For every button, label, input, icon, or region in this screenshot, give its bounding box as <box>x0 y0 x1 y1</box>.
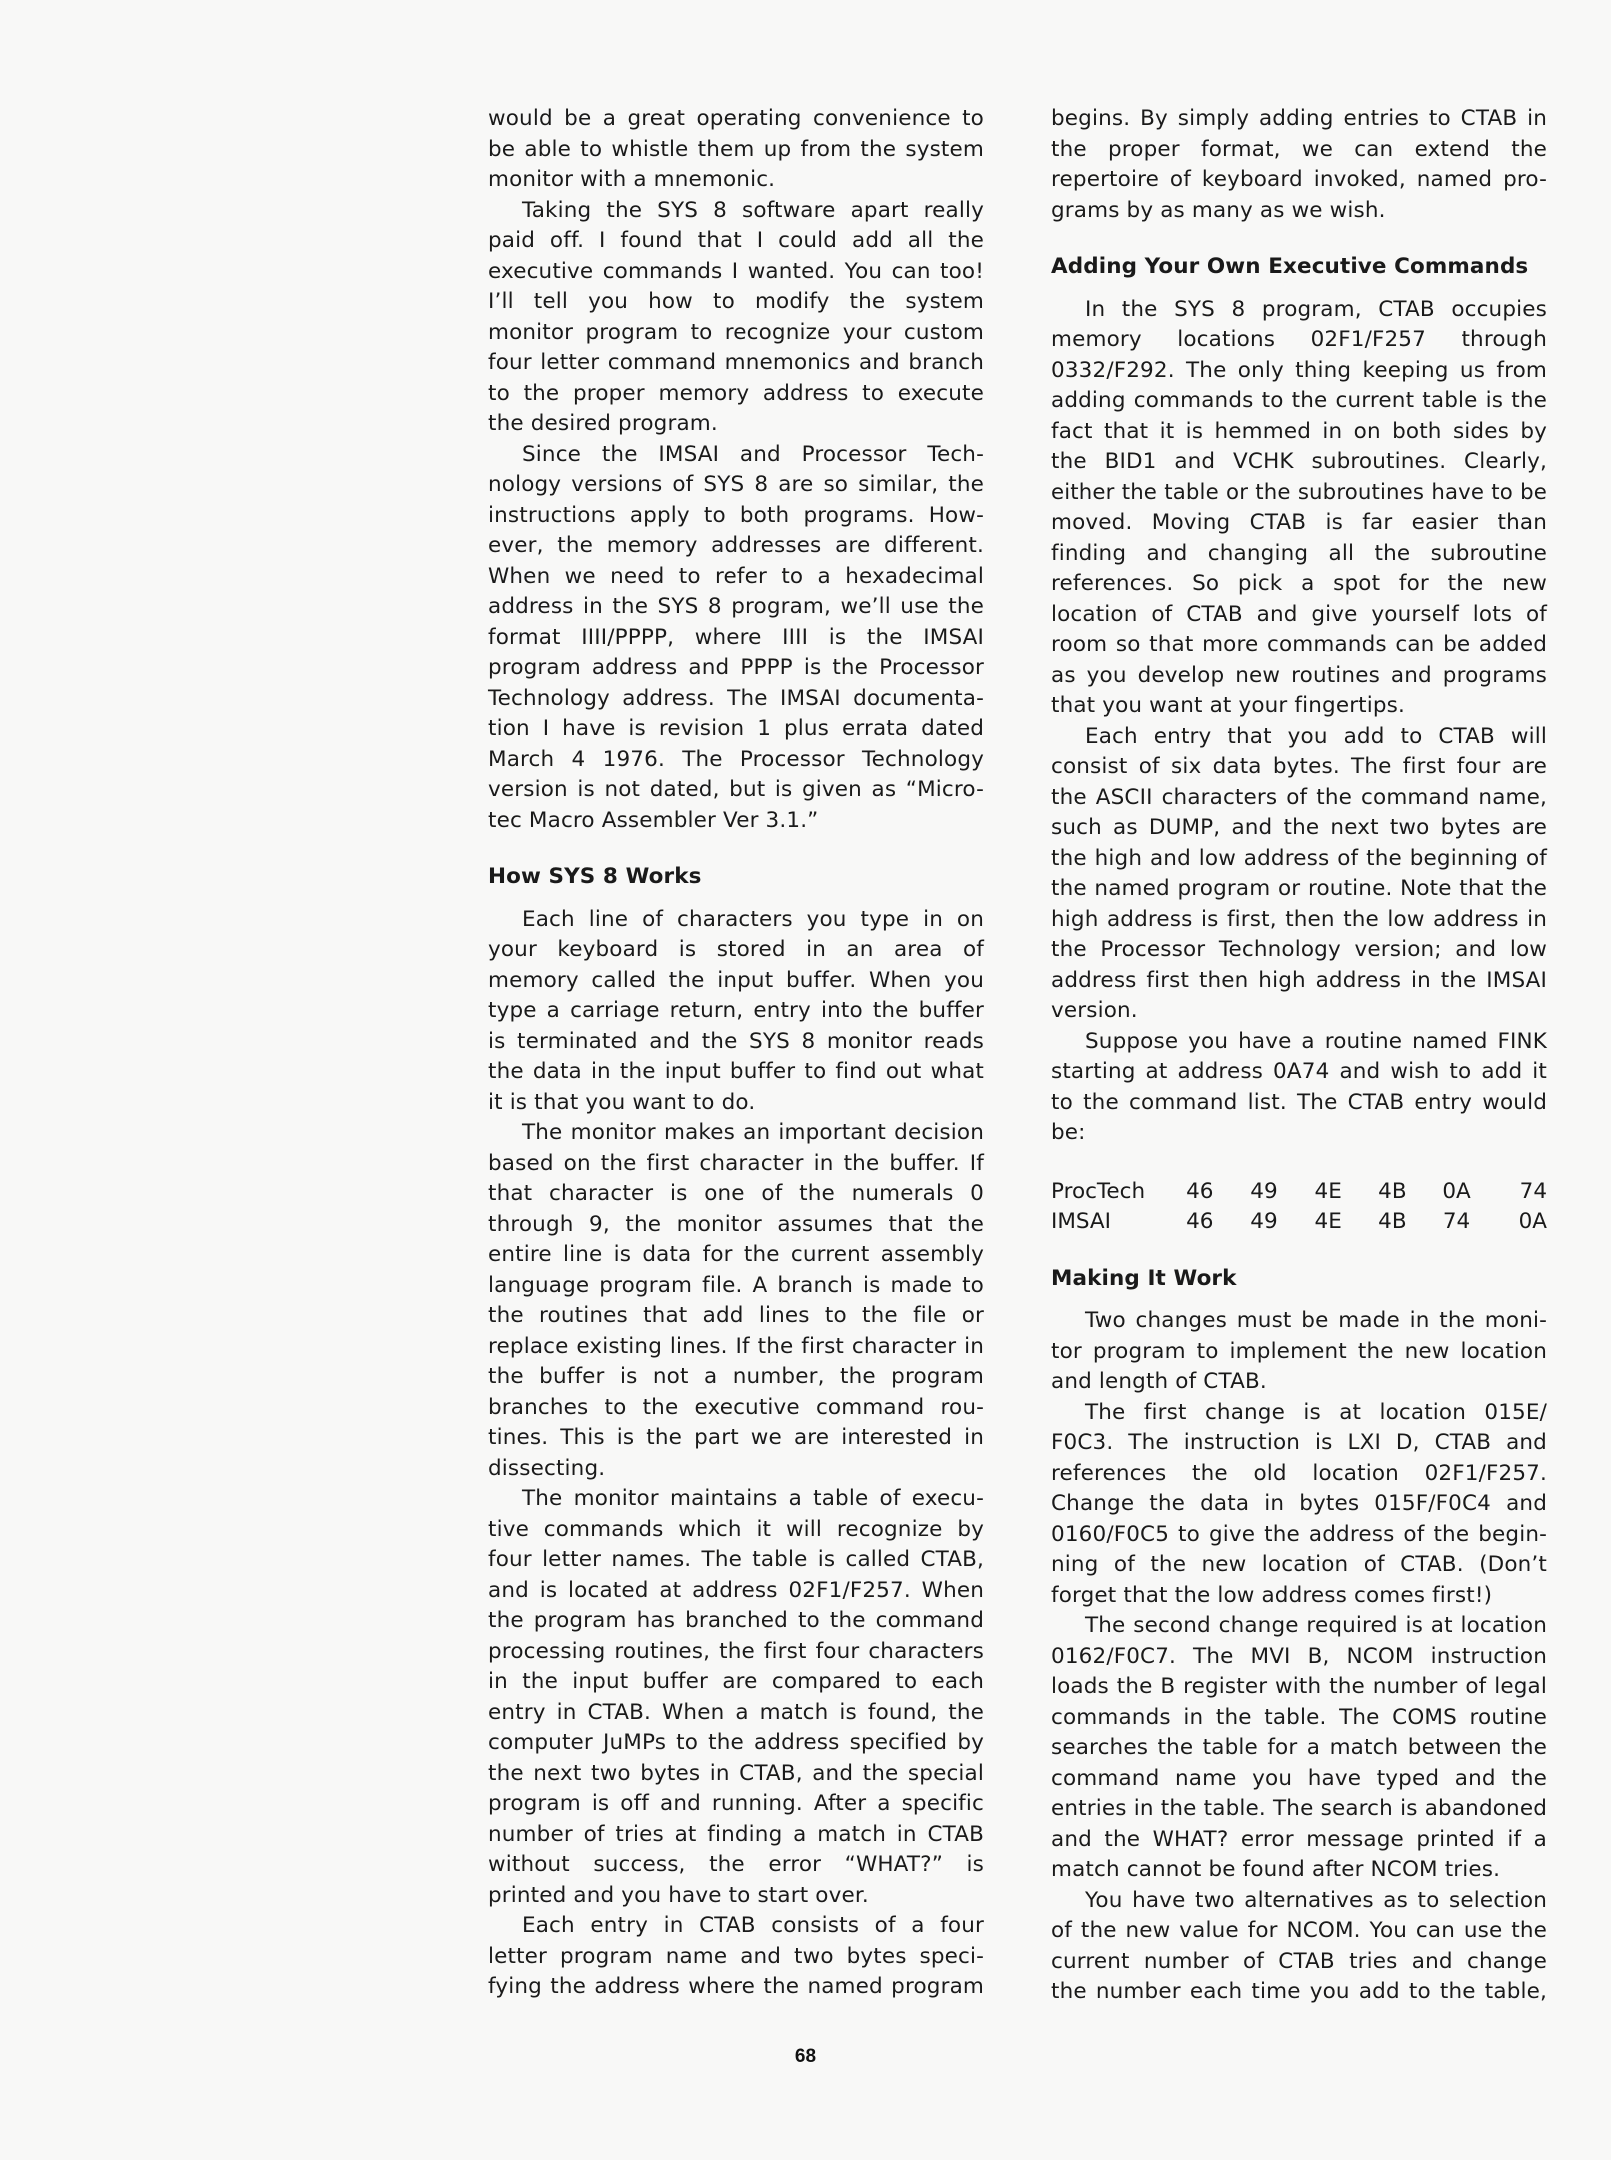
text-line: executive commands I wanted. You can too! <box>488 258 984 284</box>
text-line: monitor with a mnemonic. <box>488 167 776 192</box>
paragraph <box>488 1911 984 2003</box>
text-line: is terminated and the SYS 8 monitor reads <box>488 1028 984 1054</box>
text-line: and the WHAT? error message printed if a <box>1051 1826 1547 1852</box>
text-line: address first then high address in the IMSAI <box>1051 967 1547 993</box>
text-line: Taking the SYS 8 software apart really <box>522 197 984 223</box>
text-line: tec Macro Assembler Ver 3.1.” <box>488 807 819 833</box>
text-line: The first change is at location 015E/ <box>1085 1399 1547 1425</box>
text-line: version is not dated, but is given as “Micro- <box>488 777 984 802</box>
hex-byte: 4B <box>1378 1178 1407 1204</box>
paragraph <box>488 196 984 440</box>
text-line: language program file. A branch is made to <box>488 1272 984 1298</box>
text-line: references. So pick a spot for the new <box>1051 571 1547 596</box>
left-column <box>488 104 984 2003</box>
hex-byte: 49 <box>1250 1209 1278 1234</box>
paragraph <box>488 905 984 1119</box>
text-line: the named program or routine. Note that the <box>1051 876 1547 901</box>
text-line: program is off and running. After a specific <box>488 1791 984 1816</box>
text-line: finding and changing all the subroutine <box>1051 540 1547 566</box>
text-line: the ASCII characters of the command name, <box>1051 784 1547 810</box>
text-line: searches the table for a match between the <box>1051 1735 1547 1760</box>
text-line: 0162/F0C7. The MVI B, NCOM instruction <box>1051 1643 1547 1669</box>
text-line: dissecting. <box>488 1455 606 1481</box>
text-line: In the SYS 8 program, CTAB occupies <box>1085 296 1547 322</box>
row-label: IMSAI <box>1051 1209 1111 1234</box>
text-line: memory called the input buffer. When you <box>488 967 984 993</box>
paragraph <box>488 1484 984 1911</box>
text-line: Each line of characters you type in on <box>522 906 984 932</box>
text-line: Two changes must be made in the moni- <box>1085 1308 1547 1333</box>
paragraph <box>1051 1398 1547 1612</box>
text-line: the number each time you add to the table, <box>1051 1979 1547 2004</box>
text-line: begins. By simply adding entries to CTAB in <box>1051 106 1547 131</box>
text-line: either the table or the subroutines have to be <box>1051 479 1547 505</box>
paragraph <box>1051 1027 1547 1149</box>
text-line: ever, the memory addresses are different. <box>488 533 984 558</box>
paragraph <box>1051 722 1547 1027</box>
paragraph <box>488 104 984 196</box>
text-line: computer JuMPs to the address specified by <box>488 1730 984 1755</box>
text-line: loads the B register with the number of legal <box>1051 1674 1547 1699</box>
text-line: the high and low address of the beginning of <box>1051 845 1547 871</box>
text-line: processing routines, the first four characters <box>488 1638 984 1664</box>
text-line: monitor program to recognize your custom <box>488 319 984 345</box>
text-line: the buffer is not a number, the program <box>488 1364 984 1389</box>
text-line: match cannot be found after NCOM tries. <box>1051 1857 1501 1882</box>
paragraph <box>1051 1886 1547 2008</box>
text-line: that you want at your fingertips. <box>1051 693 1406 718</box>
text-line: adding commands to the current table is the <box>1051 388 1547 413</box>
text-line: that character is one of the numerals 0 <box>488 1181 984 1206</box>
text-line: Each entry that you add to CTAB will <box>1085 723 1547 749</box>
text-line: When we need to refer to a hexadecimal <box>488 563 984 589</box>
row-label: ProcTech <box>1051 1178 1146 1204</box>
text-line: Suppose you have a routine named FINK <box>1085 1028 1547 1054</box>
text-line: program address and PPPP is the Processor <box>488 655 984 680</box>
hex-byte: 49 <box>1250 1178 1278 1204</box>
text-line: You have two alternatives as to selection <box>1085 1887 1547 1913</box>
hex-byte: 74 <box>1442 1209 1471 1234</box>
text-line: tor program to implement the new location <box>1051 1338 1547 1364</box>
text-line: consist of six data bytes. The first four are <box>1051 754 1547 779</box>
text-line: based on the first character in the buffer. If <box>488 1150 984 1176</box>
text-line: The monitor makes an important decision <box>522 1120 984 1145</box>
text-line: Technology address. The IMSAI documenta- <box>488 685 984 711</box>
text-line: 0160/F0C5 to give the address of the begin- <box>1051 1521 1547 1547</box>
section-heading-adding-commands: Adding Your Own Executive Commands <box>1051 254 1529 279</box>
text-line: to the command list. The CTAB entry would <box>1051 1089 1547 1115</box>
text-line: as you develop new routines and programs <box>1051 662 1547 688</box>
text-line: be able to whistle them up from the system <box>488 136 984 162</box>
text-line: the Processor Technology version; and low <box>1051 937 1547 962</box>
text-line: The second change required is at location <box>1085 1613 1547 1638</box>
table-row-proctech <box>1051 1177 1547 1208</box>
paragraph <box>1051 104 1547 226</box>
text-line: Since the IMSAI and Processor Tech- <box>522 441 984 467</box>
text-line: and length of CTAB. <box>1051 1369 1267 1394</box>
hex-byte: 0A <box>1518 1209 1547 1234</box>
text-line: moved. Moving CTAB is far easier than <box>1051 510 1547 535</box>
paragraph <box>1051 1306 1547 1398</box>
text-line: entries in the table. The search is abandoned <box>1051 1796 1547 1821</box>
text-line: version. <box>1051 998 1138 1023</box>
hex-byte: 4E <box>1314 1209 1342 1234</box>
text-line: entire line is data for the current assembly <box>488 1242 984 1267</box>
text-line: fact that it is hemmed in on both sides by <box>1051 418 1547 444</box>
text-line: printed and you have to start over. <box>488 1882 869 1908</box>
text-line: branches to the executive command rou- <box>488 1394 984 1420</box>
text-line: Change the data in bytes 015F/F0C4 and <box>1051 1491 1547 1516</box>
section-heading-making-it-work: Making It Work <box>1051 1265 1237 1291</box>
text-line: forget that the low address comes first!) <box>1051 1582 1493 1608</box>
text-line: address in the SYS 8 program, we’ll use the <box>488 594 984 619</box>
ctab-entry-table <box>1051 1177 1547 1238</box>
text-line: the desired program. <box>488 411 718 436</box>
paragraph <box>1051 295 1547 722</box>
text-line: and is located at address 02F1/F257. When <box>488 1577 984 1603</box>
text-line: letter program name and two bytes speci- <box>488 1943 984 1969</box>
text-line: March 4 1976. The Processor Technology <box>488 746 984 772</box>
paragraph <box>1051 1611 1547 1886</box>
text-line: location of CTAB and give yourself lots of <box>1051 601 1547 627</box>
page-number: 68 <box>794 2046 817 2067</box>
text-line: the routines that add lines to the file or <box>488 1303 984 1328</box>
text-line: without success, the error “WHAT?” is <box>488 1852 984 1877</box>
text-line: four letter command mnemonics and branch <box>488 350 984 375</box>
text-line: through 9, the monitor assumes that the <box>488 1211 984 1237</box>
text-line: tines. This is the part we are interested in <box>488 1425 984 1450</box>
hex-byte: 74 <box>1519 1178 1547 1204</box>
paragraph <box>488 440 984 837</box>
text-line: nology versions of SYS 8 are so similar, the <box>488 472 984 497</box>
text-line: high address is first, then the low address in <box>1051 906 1547 932</box>
text-line: current number of CTAB tries and change <box>1051 1948 1547 1974</box>
text-line: 0332/F292. The only thing keeping us from <box>1051 357 1547 383</box>
hex-byte: 46 <box>1186 1178 1214 1204</box>
text-line: entry in CTAB. When a match is found, the <box>488 1699 984 1725</box>
text-line: memory locations 02F1/F257 through <box>1051 327 1547 352</box>
hex-byte: 4B <box>1378 1209 1407 1234</box>
text-line: the proper format, we can extend the <box>1051 136 1547 162</box>
text-line: in the input buffer are compared to each <box>488 1669 984 1694</box>
text-line: number of tries at finding a match in CTAB <box>488 1821 984 1847</box>
text-line: it is that you want to do. <box>488 1089 756 1115</box>
text-line: F0C3. The instruction is LXI D, CTAB and <box>1051 1430 1547 1455</box>
text-line: room so that more commands can be added <box>1051 632 1547 657</box>
text-line: such as DUMP, and the next two bytes are <box>1051 815 1547 840</box>
section-heading-how-sys8-works: How SYS 8 Works <box>488 864 702 889</box>
text-line: of the new value for NCOM. You can use the <box>1051 1918 1547 1943</box>
text-line: four letter names. The table is called CTAB, <box>488 1547 984 1572</box>
hex-byte: 4E <box>1314 1178 1342 1204</box>
text-line: your keyboard is stored in an area of <box>488 937 984 962</box>
text-line: type a carriage return, entry into the buffer <box>488 998 984 1023</box>
hex-byte: 46 <box>1186 1209 1214 1234</box>
right-column <box>1051 104 1547 2008</box>
text-line: The monitor maintains a table of execu- <box>522 1486 984 1511</box>
text-line: references the old location 02F1/F257. <box>1051 1460 1547 1486</box>
text-line: paid off. I found that I could add all the <box>488 228 984 253</box>
text-line: commands in the table. The COMS routine <box>1051 1704 1547 1730</box>
text-line: repertoire of keyboard invoked, named pro- <box>1051 167 1547 192</box>
text-line: tion I have is revision 1 plus errata dated <box>488 716 984 741</box>
text-line: Each entry in CTAB consists of a four <box>522 1913 984 1938</box>
text-line: ning of the new location of CTAB. (Don’t <box>1051 1552 1547 1577</box>
hex-byte: 0A <box>1442 1178 1471 1204</box>
text-line: replace existing lines. If the first character in <box>488 1333 984 1359</box>
text-line: I’ll tell you how to modify the system <box>488 289 984 314</box>
text-line: instructions apply to both programs. How- <box>488 502 984 528</box>
table-row-imsai <box>1051 1207 1547 1238</box>
text-line: starting at address 0A74 and wish to add it <box>1051 1059 1547 1084</box>
text-line: grams by as many as we wish. <box>1051 197 1386 223</box>
paragraph <box>488 1118 984 1484</box>
text-line: be: <box>1051 1120 1086 1145</box>
text-line: the data in the input buffer to find out what <box>488 1059 984 1084</box>
text-line: format IIII/PPPP, where IIII is the IMSAI <box>488 624 984 650</box>
text-line: the next two bytes in CTAB, and the special <box>488 1760 984 1786</box>
text-line: would be a great operating convenience to <box>488 106 984 131</box>
text-line: command name you have typed and the <box>1051 1765 1547 1791</box>
text-line: tive commands which it will recognize by <box>488 1516 984 1542</box>
text-line: the BID1 and VCHK subroutines. Clearly, <box>1051 449 1547 474</box>
text-line: the program has branched to the command <box>488 1608 984 1633</box>
text-line: to the proper memory address to execute <box>488 380 984 406</box>
text-line: fying the address where the named program <box>488 1974 984 1999</box>
